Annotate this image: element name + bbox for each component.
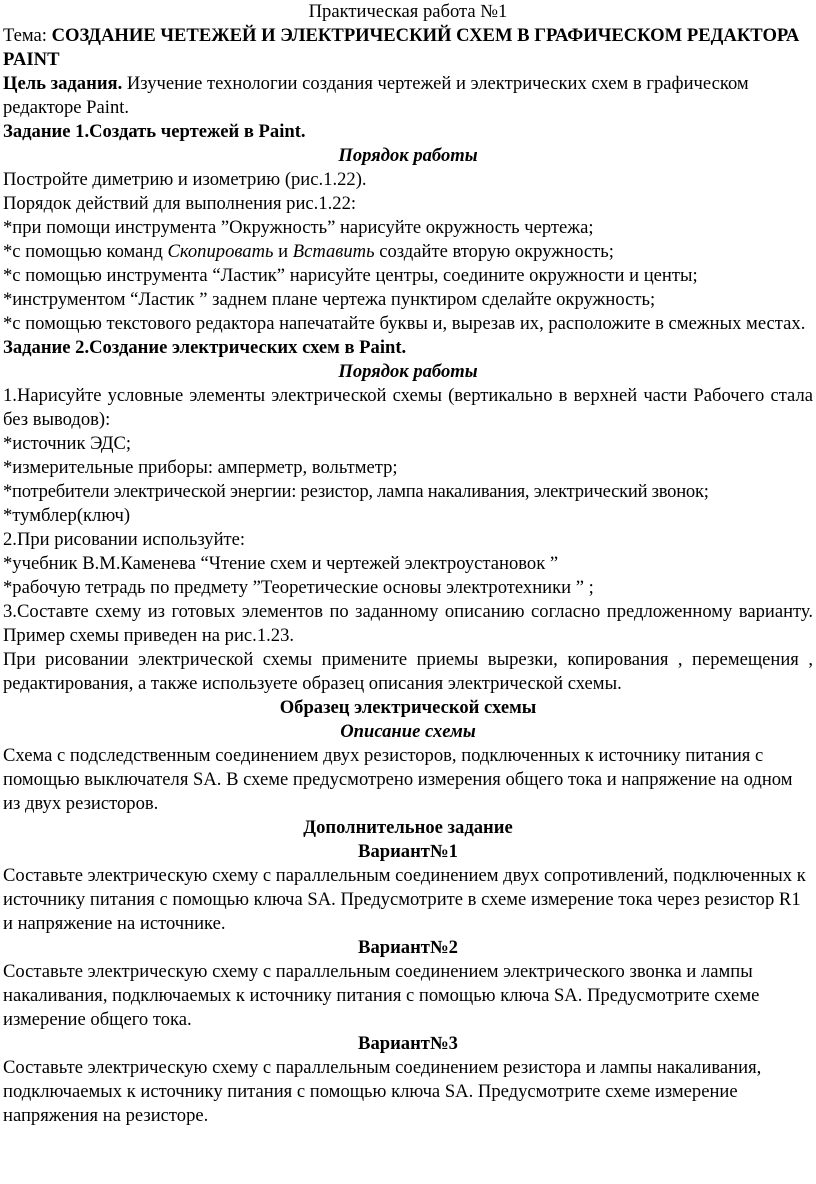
topic-label: Тема: xyxy=(3,25,52,46)
extra-heading: Дополнительное задание xyxy=(303,817,513,838)
goal-text: Изучение технологии создания чертежей и электрических схем в графическом редакторе Paint. xyxy=(3,73,749,118)
task2-book1: *учебник В.М.Каменева “Чтение схем и чертежей электроустановок ” xyxy=(3,553,559,574)
task1-line2: Порядок действий для выполнения рис.1.22: xyxy=(3,193,357,214)
variant-1-title: Вариант№1 xyxy=(358,841,458,862)
task1-item4: *инструментом “Ластик ” заднем плане чертежа пунктиром сделайте окружность; xyxy=(3,289,656,310)
task1-line1: Постройте диметрию и изометрию (рис.1.22). xyxy=(3,169,367,190)
task2-book2: *рабочую тетрадь по предмету ”Теоретические основы электротехники ” ; xyxy=(3,577,594,598)
task1-item1: *при помощи инструмента ”Окружность” нарисуйте окружность чертежа; xyxy=(3,217,594,238)
task1-item2-and: и xyxy=(273,241,293,262)
variant-2-text: Составьте электрическую схему с параллельным соединением электрического звонка и лампы накаливания, подключаемых к источнику питания с помощью ключа SA. Предусмотрите схеме измерение общего тока. xyxy=(3,961,760,1030)
task2-heading: Задание 2.Создание электрических схем в Paint. xyxy=(3,337,407,358)
task2-order-heading: Порядок работы xyxy=(338,361,478,382)
task1-item5: *с помощью текстового редактора напечатайте буквы и, вырезав их, расположите в смежных местах. xyxy=(3,313,806,334)
task2-bullet1: *источник ЭДС; xyxy=(3,433,132,454)
task2-step2: 2.При рисовании используйте: xyxy=(3,529,246,550)
sample-text: Схема с подследственным соединением двух резисторов, подключенных к источнику питания с помощью выключателя SA. В схеме предусмотрено измерения общего тока и напряжение на одном из двух резисторов. xyxy=(3,745,793,814)
task2-bullet2: *измерительные приборы: амперметр, вольтметр; xyxy=(3,457,398,478)
task1-order-heading: Порядок работы xyxy=(338,145,478,166)
variant-3-text: Составьте электрическую схему с параллельным соединением резистора и лампы накаливания, подключаемых к источнику питания с помощью ключа SA. Предусмотрите схеме измерение напряжения на резисторе. xyxy=(3,1057,762,1126)
variant-3-title: Вариант№3 xyxy=(358,1033,458,1054)
sample-subheading: Описание схемы xyxy=(340,721,476,742)
goal-line xyxy=(3,72,813,120)
task1-item3: *с помощью инструмента “Ластик” нарисуйте центры, соедините окружности и центы; xyxy=(3,265,698,286)
variant-2-title: Вариант№2 xyxy=(358,937,458,958)
topic-line xyxy=(3,24,813,72)
task2-step1: 1.Нарисуйте условные элементы электрической схемы (вертикально в верхней части Рабочего стала без выводов): xyxy=(3,385,813,430)
copy-command: Скопировать xyxy=(167,241,274,262)
task1-item2 xyxy=(3,240,813,264)
task2-paragraph: При рисовании электрической схемы примените приемы вырезки, копирования , перемещения , редактирования, а также используете образец описания электрической схемы. xyxy=(3,649,813,694)
task1-heading: Задание 1.Создать чертежей в Paint. xyxy=(3,121,306,142)
task1-item2-start: *с помощью команд xyxy=(3,241,168,262)
topic-text: СОЗДАНИЕ ЧЕТЕЖЕЙ И ЭЛЕКТРИЧЕСКИЙ СХЕМ В ГРАФИЧЕСКОМ РЕДАКТОРА PAINT xyxy=(3,25,800,70)
task2-bullet3: *потребители электрической энергии: резистор, лампа накаливания, электрический звонок; xyxy=(3,481,709,502)
task2-step3: 3.Составте схему из готовых элементов по заданному описанию согласно предложенному варианту. Пример схемы приведен на рис.1.23. xyxy=(3,601,813,646)
task2-bullet4: *тумблер(ключ) xyxy=(3,505,131,526)
sample-heading: Образец электрической схемы xyxy=(279,697,537,718)
document-title: Практическая работа №1 xyxy=(308,1,508,22)
paste-command: Вставить xyxy=(292,241,375,262)
variant-1-text: Составьте электрическую схему с параллельным соединением двух сопротивлений, подключенных к источнику питания с помощью ключа SA. Предусмотрите в схеме измерение тока через резистор R1 и напряжение на источнике. xyxy=(3,865,806,934)
task1-item2-end: создайте вторую окружность; xyxy=(374,241,614,262)
goal-label: Цель задания. xyxy=(3,73,123,94)
